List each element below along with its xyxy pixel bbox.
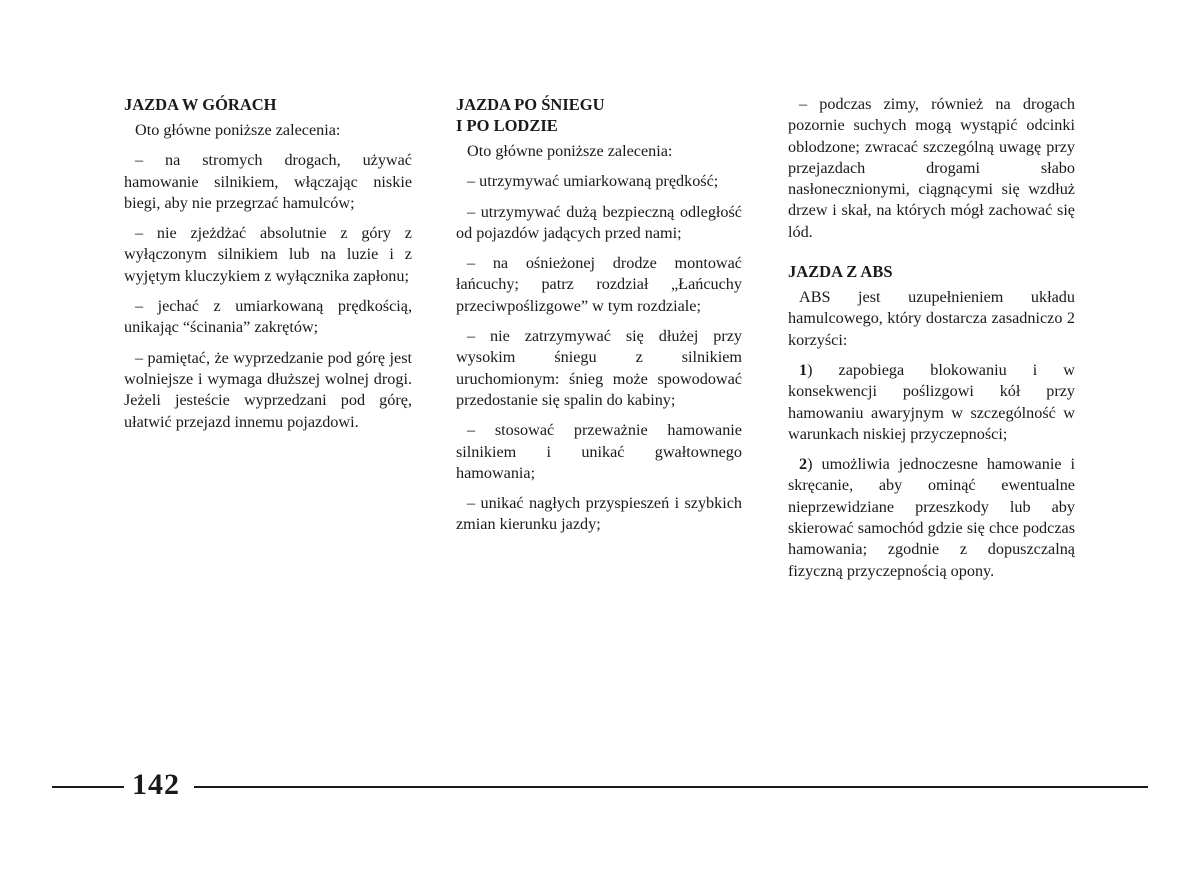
footer-rule-left — [52, 786, 124, 788]
paragraph: – podczas zimy, również na drogach pozornie suchych mogą wystąpić odcinki oblodzone; zwracać szczególną uwagę przy przejazdach drogami słabo nasłonecznionymi, ciągnącymi się wzdłuż drzew i skał, na których mógł zachować się lód. — [788, 95, 1075, 241]
column-snow-ice — [456, 94, 742, 545]
column-mountains — [124, 94, 412, 442]
paragraph: – jechać z umiarkowaną prędkością, unikając “ścinania” zakrętów; — [124, 297, 412, 337]
paragraph: – utrzymywać dużą bezpieczną odległość od pojazdów jadących przed nami; — [456, 202, 742, 242]
paragraph: Oto główne poniższe zalecenia: — [467, 142, 673, 160]
paragraph: – utrzymywać umiarkowaną prędkość; — [467, 172, 719, 191]
footer-rule-right — [194, 786, 1148, 788]
benefit-number: 2 — [799, 455, 808, 474]
paragraph: – stosować przeważnie hamowanie silnikiem i unikać gwałtownego hamowania; — [456, 421, 742, 482]
abs-benefit-1 — [788, 360, 1075, 445]
heading-abs-driving: JAZDA Z ABS — [788, 262, 893, 282]
heading-snow-ice-driving: JAZDA PO ŚNIEGU I PO LODZIE — [456, 95, 605, 135]
abs-benefit-2 — [788, 454, 1075, 582]
heading-mountain-driving: JAZDA W GÓRACH — [124, 95, 277, 114]
benefit-text: ) zapobiega blokowaniu i w konsekwencji poślizgowi kół przy hamowaniu awaryjnym w szczególność w warunkach niskiej przyczepności; — [788, 360, 1075, 443]
benefit-number: 1 — [799, 360, 808, 379]
paragraph: – na ośnieżonej drodze montować łańcuchy; patrz rozdział „Łańcuchy przeciwpoślizgowe” w tym rozdziale; — [456, 254, 742, 315]
page-number: 142 — [132, 768, 180, 801]
paragraph: – na stromych drogach, używać hamowanie silnikiem, włączając niskie biegi, aby nie przegrzać hamulców; — [124, 151, 412, 212]
paragraph: Oto główne poniższe zalecenia: — [135, 121, 341, 139]
paragraph: ABS jest uzupełnieniem układu hamulcowego, który dostarcza zasadniczo 2 korzyści: — [788, 288, 1075, 349]
paragraph: – unikać nagłych przyspieszeń i szybkich zmian kierunku jazdy; — [456, 494, 742, 534]
benefit-text: ) umożliwia jednoczesne hamowanie i skręcanie, aby ominąć ewentualne nieprzewidziane przeszkody lub aby skierować samochód gdzie się chce podczas hamowania; zgodnie z dopuszczalną fizyczną przyczepnością opony. — [788, 455, 1075, 580]
paragraph: – nie zatrzymywać się dłużej przy wysokim śniegu z silnikiem uruchomionym: śnieg może spowodować przedostanie się spalin do kabiny; — [456, 327, 742, 409]
column-abs — [788, 94, 1075, 591]
paragraph: – nie zjeżdżać absolutnie z góry z wyłączonym silnikiem lub na luzie i z wyjętym kluczykiem z wyłącznika zapłonu; — [124, 224, 412, 285]
paragraph: – pamiętać, że wyprzedzanie pod górę jest wolniejsze i wymaga dłuższej wolnej drogi. Jeżeli jesteście wyprzedzani pod górę, ułatwić przejazd innemu pojazdowi. — [124, 348, 412, 431]
